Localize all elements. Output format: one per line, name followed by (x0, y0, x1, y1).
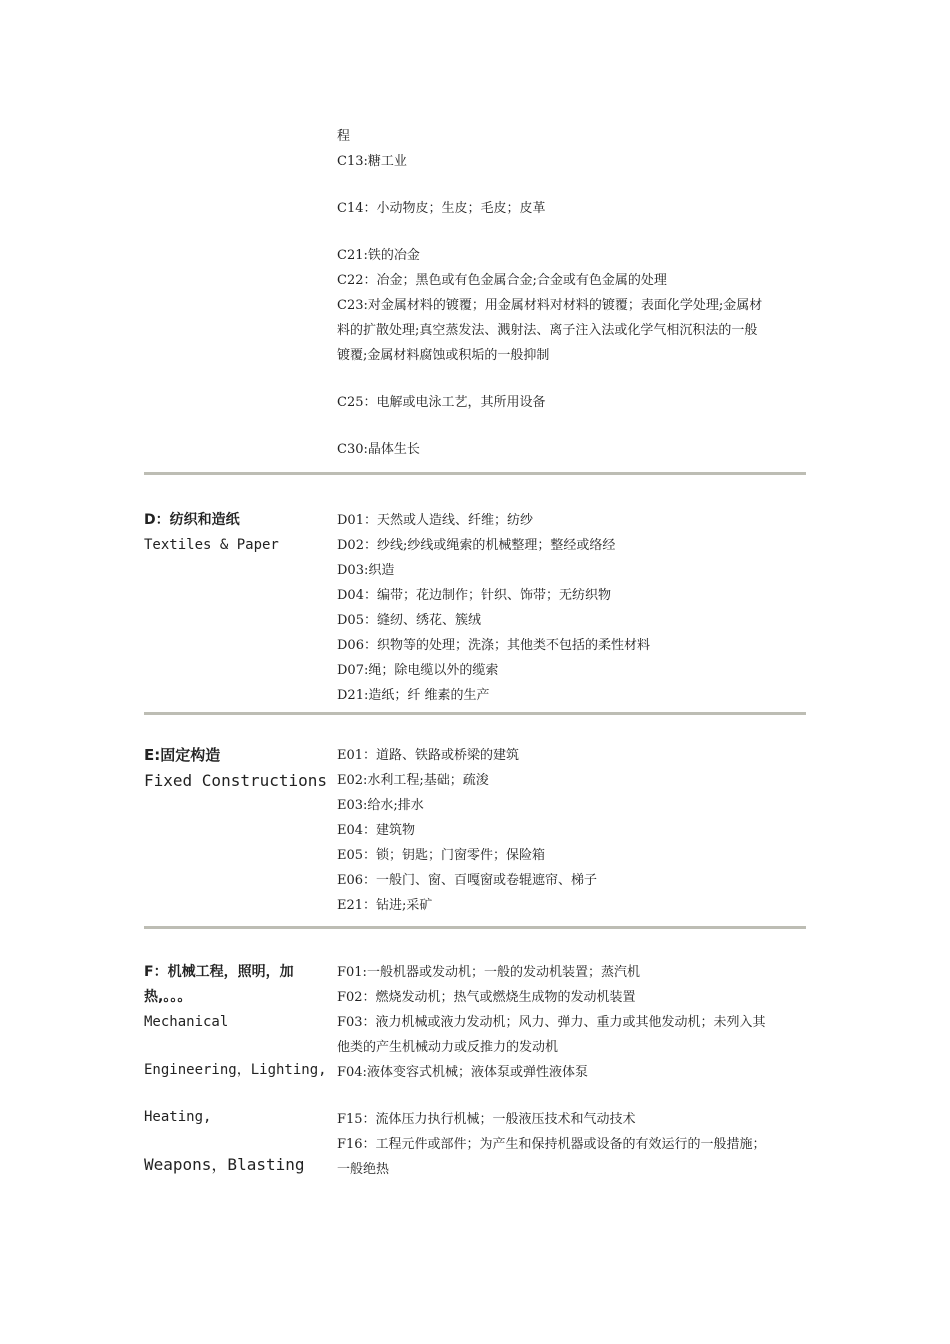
e01-item: E01：道路、铁路或桥梁的建筑 (337, 748, 520, 763)
section-divider (144, 926, 806, 929)
d07-item: D07:绳；除电缆以外的缆索 (337, 663, 499, 678)
d05-item: D05：缝纫、绣花、簇绒 (337, 613, 481, 628)
section-f-title-cn-line1: F：机械工程，照明，加 (144, 964, 294, 980)
c25-item: C25：电解或电泳工艺，其所用设备 (337, 395, 546, 410)
d06-item: D06：织物等的处理；洗涤；其他类不包括的柔性材料 (337, 638, 650, 653)
c21-item: C21:铁的冶金 (337, 248, 420, 263)
e04-item: E04：建筑物 (337, 823, 416, 838)
c22-item: C22：冶金；黑色或有色金属合金;合金或有色金属的处理 (337, 273, 667, 288)
c23-item-line1: C23:对金属材料的镀覆；用金属材料对材料的镀覆；表面化学处理;金属材 (337, 298, 763, 313)
c13-item: C13:糖工业 (337, 154, 407, 169)
section-f-title-en-line4: Weapons，Blasting (144, 1155, 305, 1174)
section-f-title-en-line1: Mechanical (144, 1014, 229, 1030)
d03-item: D03:织造 (337, 563, 395, 578)
f15-item: F15：流体压力执行机械；一般液压技术和气动技术 (337, 1112, 636, 1127)
f03-item-line1: F03：液力机械或液力发动机；风力、弹力、重力或其他发动机；未列入其 (337, 1015, 766, 1030)
f04-item: F04:液体变容式机械；液体泵或弹性液体泵 (337, 1065, 588, 1080)
section-divider (144, 712, 806, 715)
d21-item: D21:造纸；纤 维素的生产 (337, 688, 490, 703)
c23-item-line3: 镀覆;金属材料腐蚀或积垢的一般抑制 (337, 348, 550, 363)
c-continued-text: 程 (337, 129, 351, 144)
d04-item: D04：编带；花边制作；针织、饰带；无纺织物 (337, 588, 611, 603)
section-d-title-en: Textiles & Paper (144, 537, 279, 553)
f02-item: F02：燃烧发动机；热气或燃烧生成物的发动机装置 (337, 990, 636, 1005)
c14-item: C14：小动物皮；生皮；毛皮；皮革 (337, 201, 546, 216)
section-f-title-en-line2: Engineering，Lighting, (144, 1062, 327, 1078)
f16-item-line1: F16：工程元件或部件；为产生和保持机器或设备的有效运行的一般措施； (337, 1137, 766, 1152)
f16-item-line2: 一般绝热 (337, 1162, 390, 1177)
d01-item: D01：天然或人造线、纤维；纺纱 (337, 513, 533, 528)
e21-item: E21：钻进;采矿 (337, 898, 433, 913)
d02-item: D02：纱线;纱线或绳索的机械整理；整经或络经 (337, 538, 616, 553)
section-e-title-en: Fixed Constructions (144, 771, 328, 790)
e05-item: E05：锁；钥匙；门窗零件；保险箱 (337, 848, 546, 863)
section-f-title-en-line3: Heating, (144, 1109, 212, 1125)
section-e-title-cn: E:固定构造 (144, 746, 221, 764)
f03-item-line2: 他类的产生机械动力或反推力的发动机 (337, 1040, 559, 1055)
e03-item: E03:给水;排水 (337, 798, 424, 813)
section-divider (144, 472, 806, 475)
c30-item: C30:晶体生长 (337, 442, 420, 457)
section-f-title-cn-line2: 热,。。。 (144, 989, 192, 1005)
e06-item: E06：一般门、窗、百嘎窗或卷辊遮帘、梯子 (337, 873, 598, 888)
f01-item: F01:一般机器或发动机；一般的发动机装置；蒸汽机 (337, 965, 640, 980)
e02-item: E02:水利工程;基础；疏浚 (337, 773, 489, 788)
c23-item-line2: 料的扩散处理;真空蒸发法、溅射法、离子注入法或化学气相沉积法的一般 (337, 323, 758, 338)
section-d-title-cn: D：纺织和造纸 (144, 512, 240, 528)
